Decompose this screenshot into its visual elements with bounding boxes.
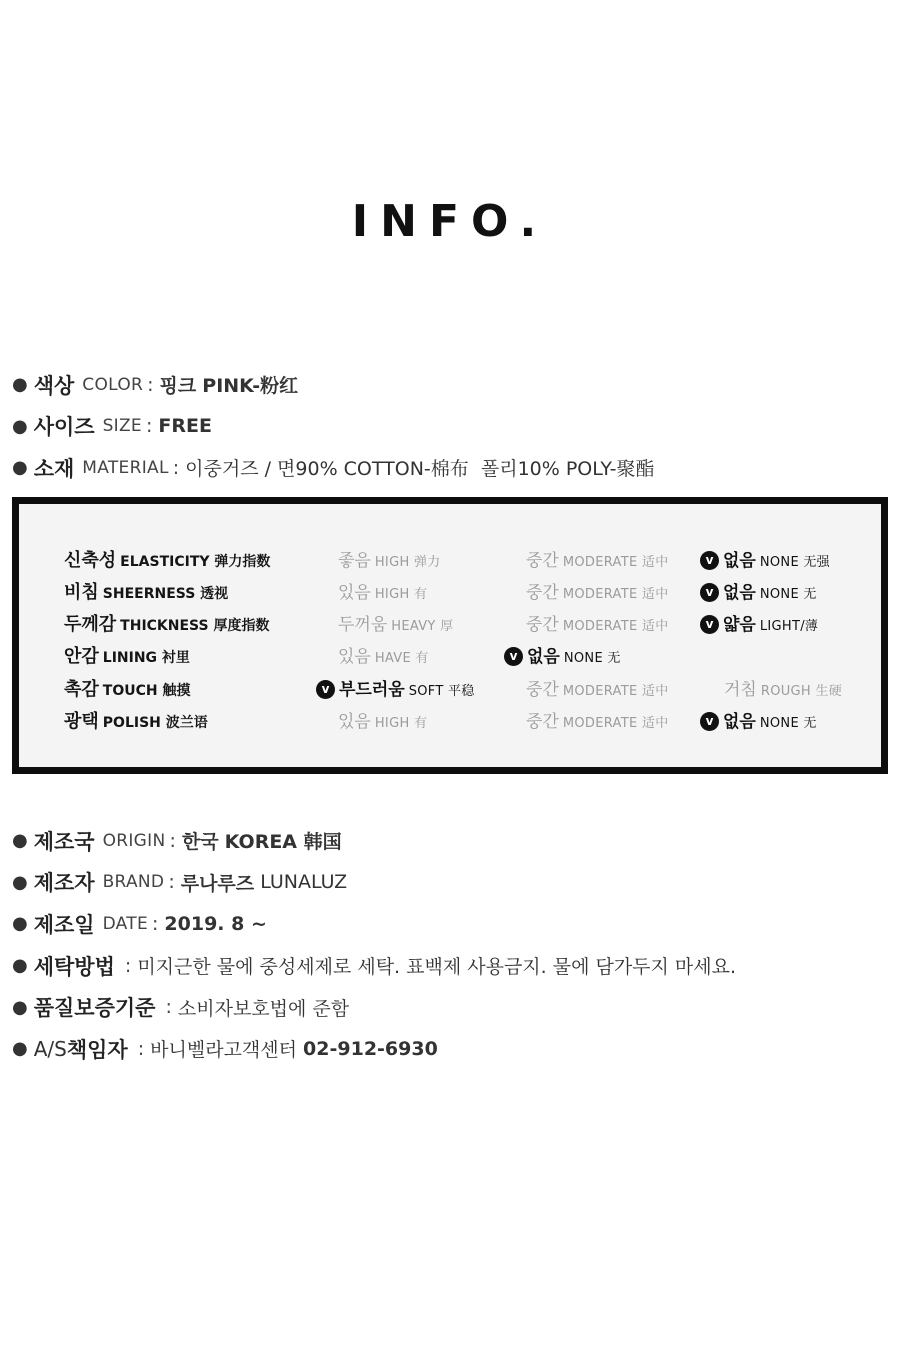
spec-row bbox=[19, 608, 881, 640]
spec-option-en: MODERATE 适中 bbox=[562, 619, 669, 634]
spec-option-ko: 없음 bbox=[723, 551, 756, 571]
info-row-size bbox=[12, 406, 892, 448]
spec-option bbox=[724, 675, 842, 700]
info-row-date bbox=[12, 903, 892, 945]
bullet-icon: ● bbox=[12, 913, 28, 935]
info-value: 2019. 8 ~ bbox=[164, 912, 267, 935]
separator: : bbox=[145, 415, 153, 438]
bullet-icon: ● bbox=[12, 996, 28, 1018]
spec-option-ko: 중간 bbox=[526, 712, 559, 732]
info-value-phone: 02-912-6930 bbox=[303, 1037, 438, 1060]
spec-option-selected bbox=[504, 642, 621, 667]
bullet-icon: ● bbox=[12, 415, 28, 437]
spec-label-ko: 광택 bbox=[64, 711, 99, 732]
spec-option-ko: 있음 bbox=[338, 647, 371, 667]
info-value-en: PINK-粉红 bbox=[202, 375, 299, 398]
info-label-en: DATE bbox=[102, 913, 149, 934]
spec-option-en: HIGH 有 bbox=[374, 587, 428, 602]
info-row-as bbox=[12, 1028, 892, 1070]
info-label: 책임자 bbox=[66, 1037, 128, 1062]
info-label-en: BRAND bbox=[102, 872, 165, 893]
spec-option-ko: 중간 bbox=[526, 615, 559, 635]
info-label-en: MATERIAL bbox=[82, 457, 169, 478]
spec-label-en: SHEERNESS 透视 bbox=[102, 586, 229, 602]
spec-option-selected bbox=[700, 578, 817, 603]
spec-option-selected bbox=[700, 546, 830, 571]
spec-row bbox=[19, 640, 881, 672]
info-label-en: ORIGIN bbox=[102, 830, 166, 851]
separator: : bbox=[152, 912, 159, 935]
spec-option-en: HIGH 有 bbox=[374, 716, 428, 731]
spec-option-en: HIGH 弹力 bbox=[374, 555, 441, 570]
info-row-material bbox=[12, 447, 892, 489]
info-value: 핑크 bbox=[159, 375, 197, 398]
info-value: 미지근한 물에 중성세제로 세탁. 표백제 사용금지. 물에 담가두지 마세요. bbox=[137, 956, 737, 979]
spec-label-ko: 두께감 bbox=[64, 614, 117, 635]
separator: : bbox=[159, 996, 172, 1019]
spec-option-en: HEAVY 厚 bbox=[391, 619, 454, 634]
info-value: 바니벨라고객센터 bbox=[150, 1039, 297, 1062]
spec-option-ko: 얇음 bbox=[723, 615, 756, 635]
spec-label-en: POLISH 波兰语 bbox=[102, 715, 208, 731]
spec-label-en: TOUCH 触摸 bbox=[102, 683, 191, 699]
spec-row bbox=[19, 544, 881, 576]
info-value: 한국 bbox=[181, 831, 219, 854]
spec-option-en: NONE 无强 bbox=[759, 555, 830, 570]
spec-label-ko: 비침 bbox=[64, 582, 99, 603]
spec-row bbox=[19, 705, 881, 737]
info-label: 제조자 bbox=[33, 871, 95, 896]
spec-option bbox=[338, 546, 441, 571]
spec-option-en: MODERATE 适中 bbox=[562, 587, 669, 602]
separator: : bbox=[172, 456, 180, 479]
spec-option-ko: 없음 bbox=[723, 712, 756, 732]
page-title: INFO. bbox=[351, 196, 549, 247]
spec-option-en: SOFT 平稳 bbox=[408, 684, 475, 699]
spec-option-selected bbox=[316, 675, 475, 700]
spec-option bbox=[338, 578, 427, 603]
spec-option bbox=[526, 675, 669, 700]
spec-option-ko: 거침 bbox=[724, 680, 757, 700]
spec-label bbox=[64, 578, 228, 604]
check-icon: v bbox=[700, 712, 719, 731]
spec-option-ko: 좋음 bbox=[338, 551, 371, 571]
info-row-quality bbox=[12, 986, 892, 1028]
bullet-icon: ● bbox=[12, 955, 28, 977]
spec-option-ko: 중간 bbox=[526, 680, 559, 700]
info-value: 루나루즈 bbox=[180, 872, 255, 895]
info-value: 이중거즈 / 면90% COTTON-棉布 폴리10% POLY-聚酯 bbox=[185, 458, 655, 481]
spec-option bbox=[338, 707, 427, 732]
spec-option-en: NONE 无 bbox=[759, 716, 817, 731]
spec-option bbox=[338, 610, 453, 635]
info-label: 품질보증기준 bbox=[33, 996, 156, 1021]
bullet-icon: ● bbox=[12, 1038, 28, 1060]
bullet-icon: ● bbox=[12, 374, 28, 396]
info-row-washing bbox=[12, 945, 892, 987]
spec-label bbox=[64, 546, 270, 572]
spec-label-ko: 신축성 bbox=[64, 550, 117, 571]
info-label-prefix: A/S bbox=[33, 1036, 67, 1061]
separator: : bbox=[168, 871, 175, 894]
spec-row bbox=[19, 576, 881, 608]
spec-option-ko: 중간 bbox=[526, 583, 559, 603]
spec-option bbox=[526, 707, 669, 732]
spec-label bbox=[64, 707, 208, 733]
info-value: 소비자보호법에 준함 bbox=[177, 997, 350, 1020]
bullet-icon: ● bbox=[12, 871, 28, 893]
spec-label-en: THICKNESS 厚度指数 bbox=[120, 618, 270, 634]
spec-option-en: ROUGH 生硬 bbox=[760, 684, 843, 699]
spec-label bbox=[64, 642, 190, 668]
spec-option bbox=[526, 610, 669, 635]
spec-option bbox=[526, 546, 669, 571]
separator: : bbox=[147, 373, 154, 396]
spec-option-selected bbox=[700, 707, 817, 732]
bullet-icon: ● bbox=[12, 830, 28, 852]
info-row-color bbox=[12, 364, 892, 406]
spec-option-ko: 중간 bbox=[526, 551, 559, 571]
spec-label bbox=[64, 675, 190, 701]
spec-option-en: MODERATE 适中 bbox=[562, 555, 669, 570]
spec-label-en: ELASTICITY 弹力指数 bbox=[120, 554, 271, 570]
check-icon: v bbox=[316, 680, 335, 699]
spec-option-ko: 부드러움 bbox=[339, 680, 405, 700]
spec-option-ko: 없음 bbox=[527, 647, 560, 667]
separator: : bbox=[118, 954, 132, 977]
spec-label-ko: 안감 bbox=[64, 646, 99, 667]
info-label: 제조일 bbox=[33, 912, 95, 937]
bullet-icon: ● bbox=[12, 457, 28, 479]
spec-label bbox=[64, 610, 269, 636]
info-label: 소재 bbox=[33, 456, 75, 481]
check-icon: v bbox=[700, 551, 719, 570]
spec-option-en: MODERATE 适中 bbox=[562, 684, 669, 699]
info-label: 색상 bbox=[33, 373, 75, 398]
spec-label-ko: 촉감 bbox=[64, 679, 99, 700]
spec-option-ko: 있음 bbox=[338, 583, 371, 603]
info-value: FREE bbox=[158, 415, 212, 438]
info-label: 세탁방법 bbox=[33, 954, 115, 979]
separator: : bbox=[169, 829, 176, 852]
spec-option-en: MODERATE 适中 bbox=[562, 716, 669, 731]
spec-label-en: LINING 衬里 bbox=[102, 650, 190, 666]
spec-option-ko: 두꺼움 bbox=[338, 615, 388, 635]
info-label: 사이즈 bbox=[33, 415, 95, 440]
fabric-spec-panel bbox=[12, 497, 888, 774]
info-label-en: COLOR bbox=[82, 374, 144, 395]
info-value-en: KOREA 韩国 bbox=[224, 831, 342, 854]
info-row-origin bbox=[12, 820, 892, 862]
spec-option-en: LIGHT/薄 bbox=[759, 619, 819, 634]
check-icon: v bbox=[504, 647, 523, 666]
spec-option bbox=[526, 578, 669, 603]
spec-row bbox=[19, 673, 881, 705]
spec-option-ko: 없음 bbox=[723, 583, 756, 603]
spec-option-selected bbox=[700, 610, 818, 635]
spec-option-en: HAVE 有 bbox=[374, 651, 429, 666]
separator: : bbox=[131, 1037, 145, 1060]
info-label: 제조국 bbox=[33, 829, 95, 854]
check-icon: v bbox=[700, 583, 719, 602]
info-value-en: LUNALUZ bbox=[260, 871, 348, 894]
spec-option bbox=[338, 642, 429, 667]
spec-option-ko: 있음 bbox=[338, 712, 371, 732]
check-icon: v bbox=[700, 615, 719, 634]
product-info-top bbox=[12, 364, 892, 489]
product-info-bottom bbox=[12, 820, 892, 1070]
info-row-brand bbox=[12, 862, 892, 904]
info-label-en: SIZE bbox=[102, 416, 142, 437]
spec-option-en: NONE 无 bbox=[759, 587, 817, 602]
spec-option-en: NONE 无 bbox=[563, 651, 621, 666]
